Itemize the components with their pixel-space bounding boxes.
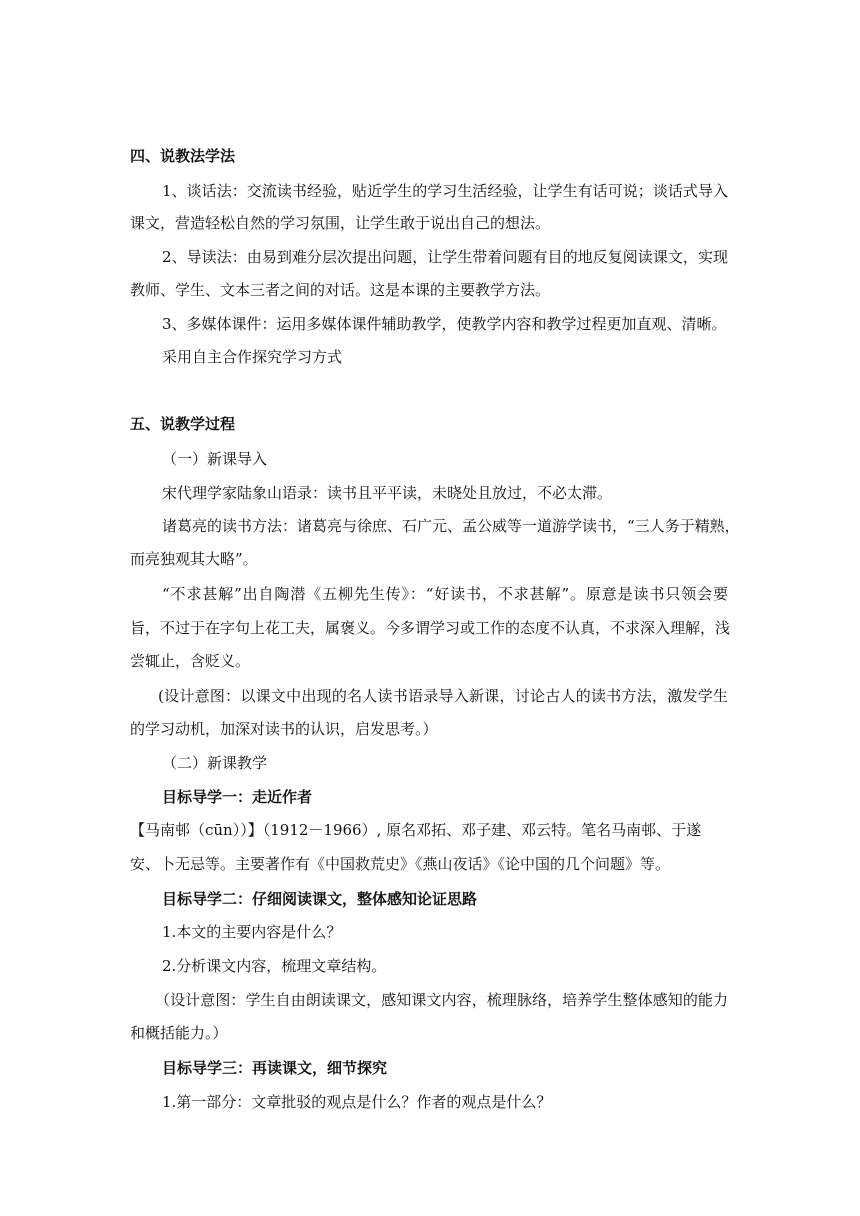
paragraph-line: 采用自主合作探究学习方式	[162, 348, 343, 366]
question-line: 1.第一部分：文章批驳的观点是什么？作者的观点是什么？	[162, 1093, 552, 1111]
paragraph-line: 1、谈话法：交流读书经验，贴近学生的学习生活经验，让学生有话可说；谈话式导入	[162, 182, 728, 200]
goal-heading: 目标导学三：再读课文，细节探究	[162, 1059, 388, 1077]
section-heading-5: 五、说教学过程	[130, 415, 236, 433]
paragraph-line: 旨，不过于在字句上花工夫，属褒义。今多谓学习或工作的态度不认真，不求深入理解，浅	[130, 619, 731, 637]
author-info: （1912－1966）, 原名邓拓、邓子建、邓云特。笔名马南邨、于遂	[262, 821, 702, 839]
paragraph-line: 3、多媒体课件：运用多媒体课件辅助教学，使教学内容和教学过程更加直观、清晰。	[162, 315, 727, 333]
author-name-label: 【马南邨（cūn））】	[130, 821, 263, 839]
paragraph-line: 的学习动机，加深对读书的认识，启发思考。）	[130, 720, 438, 738]
paragraph-line: 宋代理学家陆象山语录：读书且平平读，未晓处且放过，不必太滞。	[162, 484, 613, 502]
paragraph-line: 安、卜无忌等。主要著作有《中国救荒史》《燕山夜话》《论中国的几个问题》等。	[130, 855, 671, 873]
subsection-heading: （一）新课导入	[162, 450, 268, 468]
question-line: 1.本文的主要内容是什么？	[162, 923, 342, 941]
paragraph-line: “不求甚解”出自陶潜《五柳先生传》：“好读书，不求甚解”。原意是读书只领会要	[162, 585, 728, 603]
paragraph-line: 课文，营造轻松自然的学习氛围，让学生敢于说出自己的想法。	[130, 214, 551, 232]
section-heading-4: 四、说教法学法	[130, 147, 236, 165]
subsection-heading: （二）新课教学	[162, 754, 268, 772]
paragraph-line: (设计意图：以课文中出现的名人读书语录导入新课，讨论古人的读书方法，激发学生	[158, 687, 728, 705]
paragraph-line: 诸葛亮的读书方法：诸葛亮与徐庶、石广元、孟公威等一道游学读书，“三人务于精熟，	[162, 517, 740, 535]
paragraph-line: 而亮独观其大略”。	[130, 550, 258, 568]
goal-heading: 目标导学二：仔细阅读课文，整体感知论证思路	[162, 890, 478, 908]
paragraph-line: 和概括能力。）	[130, 1024, 228, 1042]
paragraph-line: 教师、学生、文本三者之间的对话。这是本课的主要教学方法。	[130, 281, 551, 299]
paragraph-line: 2、导读法：由易到难分层次提出问题，让学生带着问题有目的地反复阅读课文，实现	[162, 248, 728, 266]
paragraph-line: （设计意图：学生自由朗读课文，感知课文内容，梳理脉络，培养学生整体感知的能力	[155, 991, 728, 1009]
goal-heading: 目标导学一：走近作者	[162, 788, 313, 806]
paragraph-line: 尝辄止，含贬义。	[130, 652, 251, 670]
question-line: 2.分析课文内容，梳理文章结构。	[162, 957, 387, 975]
author-line	[130, 820, 701, 840]
